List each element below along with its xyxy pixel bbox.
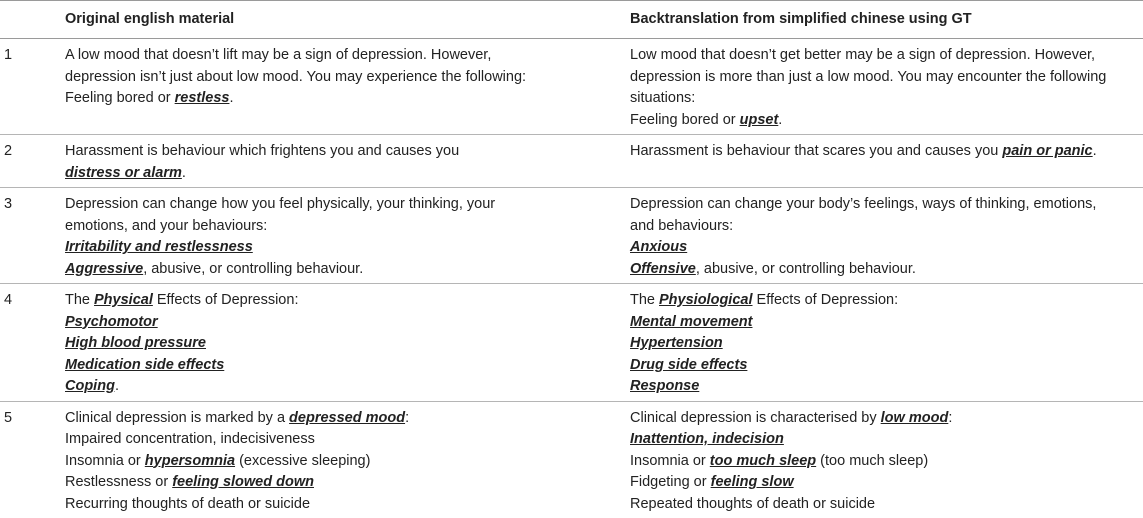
table-row	[0, 135, 1143, 188]
changed-term: too much sleep	[710, 453, 816, 469]
changed-term: depressed mood	[289, 410, 405, 426]
backtranslation-cell	[630, 188, 1143, 284]
changed-term: Aggressive	[65, 261, 143, 277]
table-body	[0, 39, 1143, 518]
text-segment: .	[778, 112, 782, 128]
backtranslation-line	[630, 110, 1143, 132]
backtranslation-line	[630, 472, 1143, 494]
original-cell	[65, 135, 630, 188]
table-row	[0, 401, 1143, 518]
text-segment: and behaviours:	[630, 218, 733, 234]
backtranslation-line	[630, 216, 1143, 238]
original-line	[65, 494, 630, 516]
backtranslation-cell	[630, 284, 1143, 402]
text-segment: Clinical depression is characterised by	[630, 410, 881, 426]
changed-term: Mental movement	[630, 314, 752, 330]
table-row	[0, 284, 1143, 402]
backtranslation-cell	[630, 135, 1143, 188]
backtranslation-line	[630, 451, 1143, 473]
text-segment: (too much sleep)	[816, 453, 928, 469]
original-line	[65, 67, 630, 89]
row-number: 1	[0, 39, 65, 135]
original-line	[65, 216, 630, 238]
changed-term: restless	[175, 90, 230, 106]
backtranslation-line	[630, 429, 1143, 451]
text-segment: depression is more than just a low mood. You may encounter the following	[630, 69, 1106, 85]
changed-term: feeling slowed down	[172, 474, 314, 490]
changed-term: hypersomnia	[145, 453, 235, 469]
changed-term: Hypertension	[630, 335, 723, 351]
original-line	[65, 88, 630, 110]
original-line	[65, 141, 630, 163]
changed-term: pain or panic	[1002, 143, 1092, 159]
backtranslation-cell	[630, 401, 1143, 518]
text-segment: .	[115, 378, 119, 394]
text-segment: Insomnia or	[65, 453, 145, 469]
text-segment: Effects of Depression:	[753, 292, 899, 308]
text-segment: .	[1093, 143, 1097, 159]
original-line	[65, 45, 630, 67]
text-segment: Feeling bored or	[630, 112, 740, 128]
backtranslation-line	[630, 290, 1143, 312]
text-segment: Harassment is behaviour that scares you and causes you	[630, 143, 1002, 159]
text-segment: :	[948, 410, 952, 426]
changed-term: Response	[630, 378, 699, 394]
original-line	[65, 355, 630, 377]
original-line	[65, 163, 630, 185]
original-cell	[65, 188, 630, 284]
changed-term: Irritability and restlessness	[65, 239, 253, 255]
changed-term: Physical	[94, 292, 153, 308]
text-segment: Depression can change how you feel physically, your thinking, your	[65, 196, 495, 212]
backtranslation-line	[630, 376, 1143, 398]
text-segment: Low mood that doesn’t get better may be a sign of depression. However,	[630, 47, 1095, 63]
text-segment: Impaired concentration, indecisiveness	[65, 431, 315, 447]
original-cell	[65, 284, 630, 402]
header-original: Original english material	[65, 1, 630, 39]
text-segment: Recurring thoughts of death or suicide	[65, 496, 310, 512]
backtranslation-line	[630, 259, 1143, 281]
original-line	[65, 429, 630, 451]
text-segment: emotions, and your behaviours:	[65, 218, 267, 234]
text-segment: Insomnia or	[630, 453, 710, 469]
text-segment: The	[630, 292, 659, 308]
backtranslation-line	[630, 237, 1143, 259]
changed-term: Psychomotor	[65, 314, 158, 330]
backtranslation-line	[630, 355, 1143, 377]
original-line	[65, 237, 630, 259]
original-cell	[65, 39, 630, 135]
text-segment: Harassment is behaviour which frightens you and causes you	[65, 143, 459, 159]
changed-term: Medication side effects	[65, 357, 224, 373]
changed-term: High blood pressure	[65, 335, 206, 351]
backtranslation-line	[630, 141, 1143, 163]
changed-term: Anxious	[630, 239, 687, 255]
table-row	[0, 188, 1143, 284]
original-line	[65, 259, 630, 281]
backtranslation-line	[630, 194, 1143, 216]
row-number: 2	[0, 135, 65, 188]
original-line	[65, 194, 630, 216]
backtranslation-line	[630, 408, 1143, 430]
text-segment: situations:	[630, 90, 695, 106]
row-number: 3	[0, 188, 65, 284]
text-segment: .	[229, 90, 233, 106]
text-segment: .	[182, 165, 186, 181]
table-row	[0, 39, 1143, 135]
text-segment: Fidgeting or	[630, 474, 711, 490]
header-number	[0, 1, 65, 39]
original-line	[65, 312, 630, 334]
original-line	[65, 451, 630, 473]
original-line	[65, 472, 630, 494]
changed-term: feeling slow	[711, 474, 794, 490]
header-backtranslation: Backtranslation from simplified chinese using GT	[630, 1, 1143, 39]
backtranslation-line	[630, 333, 1143, 355]
backtranslation-cell	[630, 39, 1143, 135]
original-line	[65, 376, 630, 398]
text-segment: :	[405, 410, 409, 426]
backtranslation-line	[630, 45, 1143, 67]
changed-term: Inattention, indecision	[630, 431, 784, 447]
changed-term: Drug side effects	[630, 357, 747, 373]
text-segment: Depression can change your body’s feelings, ways of thinking, emotions,	[630, 196, 1096, 212]
text-segment: A low mood that doesn’t lift may be a sign of depression. However,	[65, 47, 491, 63]
text-segment: Effects of Depression:	[153, 292, 299, 308]
changed-term: upset	[740, 112, 779, 128]
text-segment: Repeated thoughts of death or suicide	[630, 496, 875, 512]
changed-term: Physiological	[659, 292, 752, 308]
original-cell	[65, 401, 630, 518]
backtranslation-line	[630, 88, 1143, 110]
backtranslation-line	[630, 494, 1143, 516]
text-segment: Restlessness or	[65, 474, 172, 490]
original-line	[65, 333, 630, 355]
changed-term: low mood	[881, 410, 949, 426]
text-segment: Clinical depression is marked by a	[65, 410, 289, 426]
text-segment: (excessive sleeping)	[235, 453, 370, 469]
backtranslation-line	[630, 67, 1143, 89]
text-segment: The	[65, 292, 94, 308]
backtranslation-line	[630, 312, 1143, 334]
changed-term: Coping	[65, 378, 115, 394]
original-line	[65, 408, 630, 430]
changed-term: distress or alarm	[65, 165, 182, 181]
row-number: 4	[0, 284, 65, 402]
header-row	[0, 1, 1143, 39]
text-segment: , abusive, or controlling behaviour.	[696, 261, 916, 277]
text-segment: , abusive, or controlling behaviour.	[143, 261, 363, 277]
original-line	[65, 290, 630, 312]
changed-term: Offensive	[630, 261, 696, 277]
text-segment: Feeling bored or	[65, 90, 175, 106]
text-segment: depression isn’t just about low mood. You may experience the following:	[65, 69, 526, 85]
row-number: 5	[0, 401, 65, 518]
